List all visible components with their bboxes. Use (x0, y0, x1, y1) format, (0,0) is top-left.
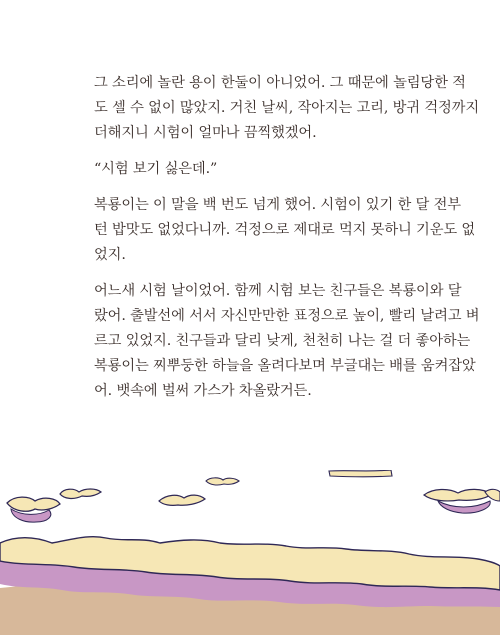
paragraph-line: 그 소리에 놀란 용이 한둘이 아니었어. 그 때문에 놀림당한 적 (94, 75, 466, 91)
paragraph-3 (84, 279, 480, 404)
paragraph-line: 어. 뱃속에 벌써 가스가 차올랐거든. (94, 383, 312, 399)
paragraph-line: 턴 밥맛도 없었다니까. 걱정으로 제대로 먹지 못하니 기운도 없 (94, 222, 476, 238)
paragraph-line: 복룡이는 이 말을 백 번도 넘게 했어. 시험이 있기 한 달 전부 (94, 197, 461, 213)
paragraph-line: 르고 있었지. 친구들과 달리 낮게, 천천히 나는 걸 더 좋아하는 (94, 333, 471, 349)
paragraph-line: 복룡이는 찌뿌둥한 하늘을 올려다보며 부글대는 배를 움켜잡았 (94, 358, 476, 374)
story-text (84, 71, 480, 415)
paragraph-line: 었지. (94, 247, 126, 263)
cloud-illustration (0, 470, 500, 635)
dialogue-line (84, 157, 432, 182)
paragraph-line: 어느새 시험 날이었어. 함께 시험 보는 친구들은 복룡이와 달 (94, 283, 462, 299)
paragraph-2 (84, 193, 476, 268)
cloud-puff-right-top (329, 470, 392, 477)
paragraph-line: 랐어. 출발선에 서서 자신만만한 표정으로 높이, 빨리 날려고 벼 (94, 308, 480, 324)
paragraph-1 (84, 71, 479, 146)
paragraph-line: 더해지니 시험이 얼마나 끔찍했겠어. (94, 125, 317, 141)
paragraph-line: “시험 보기 싫은데.” (94, 161, 218, 177)
paragraph-line: 도 셀 수 없이 많았지. 거친 날씨, 작아지는 고리, 방귀 걱정까지 (94, 100, 479, 116)
